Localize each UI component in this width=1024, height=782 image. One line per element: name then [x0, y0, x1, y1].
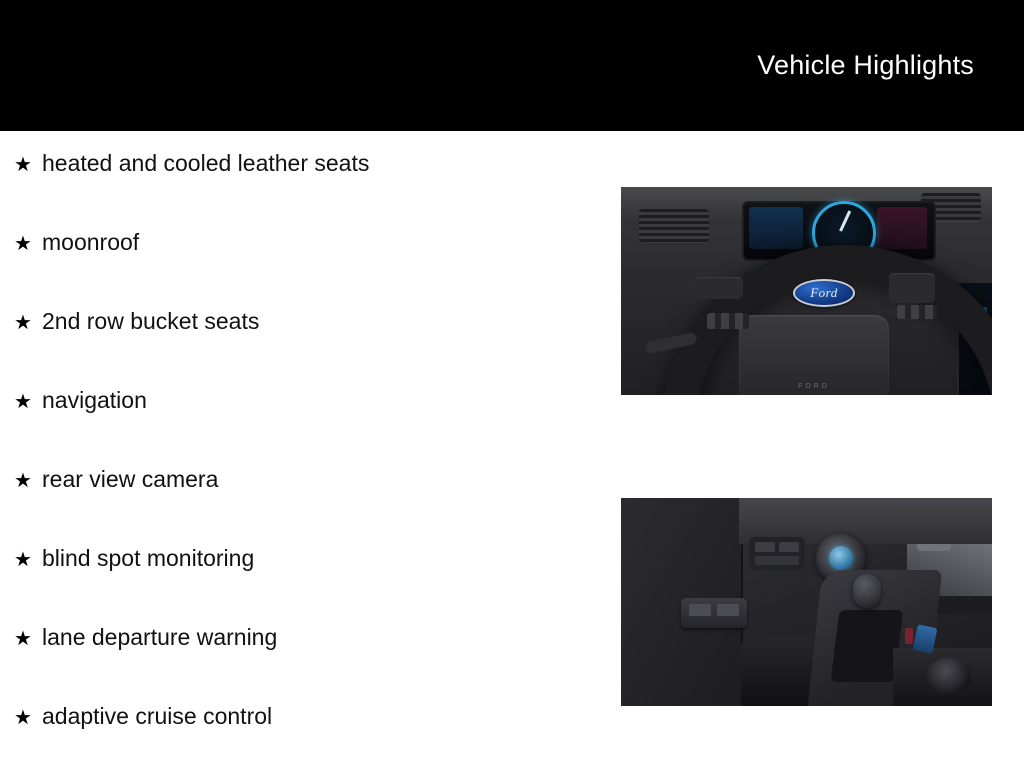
ford-badge-label: Ford: [810, 285, 838, 300]
star-bullet-icon: ★: [14, 312, 32, 334]
steering-wheel-photo: [621, 187, 992, 395]
feature-label: moonroof: [42, 229, 140, 255]
wheel-control-left: [695, 277, 743, 299]
cluster-right-display: [877, 207, 927, 249]
star-bullet-icon: ★: [14, 233, 32, 255]
control-knob-illumination: [829, 546, 853, 570]
red-trim-detail: [905, 628, 913, 644]
star-bullet-icon: ★: [14, 391, 32, 413]
list-item: [14, 466, 594, 545]
star-bullet-icon: ★: [14, 707, 32, 729]
lower-switch-a: [689, 604, 711, 616]
wheel-button-row-right: [897, 305, 937, 319]
switch-button-a: [755, 542, 775, 552]
vehicle-highlights-list: [14, 150, 594, 782]
hub-brand-text: FORD: [798, 383, 830, 390]
lower-switch-b: [717, 604, 739, 616]
feature-label: lane departure warning: [42, 624, 278, 650]
cup-holder: [925, 658, 971, 694]
star-bullet-icon: ★: [14, 549, 32, 571]
center-console-photo: [621, 498, 992, 706]
list-item: [14, 150, 594, 229]
list-item: [14, 387, 594, 466]
header-bar: [0, 0, 1024, 131]
feature-label: 2nd row bucket seats: [42, 308, 260, 334]
feature-label: adaptive cruise control: [42, 703, 273, 729]
switch-button-c: [755, 556, 799, 565]
star-bullet-icon: ★: [14, 154, 32, 176]
air-vent-left: [639, 209, 709, 243]
list-item: [14, 229, 594, 308]
cluster-left-display: [749, 207, 803, 249]
list-item: [14, 703, 594, 782]
switch-button-b: [779, 542, 799, 552]
wheel-control-right: [889, 273, 935, 303]
shifter-knob: [853, 574, 881, 608]
list-item: [14, 545, 594, 624]
feature-label: heated and cooled leather seats: [42, 150, 370, 176]
wheel-button-row-left: [707, 313, 749, 329]
list-item: [14, 308, 594, 387]
feature-label: rear view camera: [42, 466, 219, 492]
star-bullet-icon: ★: [14, 470, 32, 492]
page-title: Vehicle Highlights: [757, 50, 974, 80]
feature-label: blind spot monitoring: [42, 545, 255, 571]
ford-badge-icon: [793, 279, 855, 307]
star-bullet-icon: ★: [14, 628, 32, 650]
feature-label: navigation: [42, 387, 147, 413]
list-item: [14, 624, 594, 703]
